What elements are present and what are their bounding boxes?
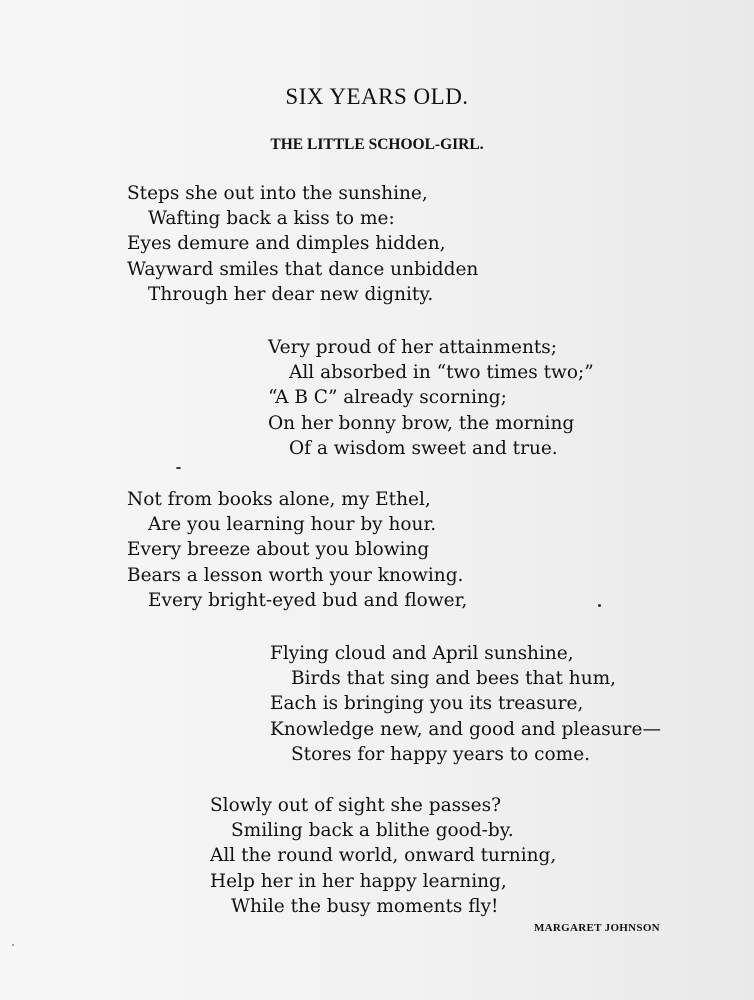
poem-line: Bears a lesson worth your knowing. [127, 564, 464, 586]
ink-speck [598, 604, 601, 607]
ink-speck [12, 944, 14, 946]
poem-line: Very proud of her attainments; [268, 337, 558, 358]
poem-line: Through her dear new dignity. [148, 283, 434, 305]
stanza-5 [210, 793, 556, 919]
poem-line: Slowly out of sight she passes? [210, 795, 501, 816]
poem-line: On her bonny brow, the morning [268, 412, 575, 434]
poem-line: Each is bringing you its treasure, [270, 693, 584, 715]
poem-title: SIX YEARS OLD. [285, 84, 469, 109]
poem-line: All the round world, onward turning, [210, 845, 557, 867]
poem-line: Smiling back a blithe good-by. [231, 820, 514, 842]
poem-line: Flying cloud and April sunshine, [270, 643, 574, 664]
stanza-1 [127, 181, 478, 307]
poem-line: Help her in her happy learning, [210, 870, 507, 892]
author-signature: MARGARET JOHNSON [534, 922, 660, 934]
poem-line: Stores for happy years to come. [291, 743, 591, 765]
poem-line: Knowledge new, and good and pleasure— [270, 718, 661, 740]
poem-line: Wafting back a kiss to me: [148, 208, 395, 230]
stanza-4 [270, 641, 661, 767]
stanza-2 [268, 335, 594, 461]
ink-speck [176, 467, 181, 469]
poem-line: Eyes demure and dimples hidden, [127, 233, 446, 255]
poem-line: “A B C” already scorning; [268, 387, 507, 409]
poem-line: Wayward smiles that dance unbidden [127, 258, 479, 280]
poem-line: Of a wisdom sweet and true. [289, 437, 558, 459]
poem-line: Not from books alone, my Ethel, [127, 489, 431, 510]
poem-line: All absorbed in “two times two;” [289, 362, 594, 384]
poem-line: While the busy moments fly! [231, 895, 499, 917]
poem-line: Steps she out into the sunshine, [127, 183, 428, 204]
poem-line: Every breeze about you blowing [127, 539, 430, 561]
poem-line: Are you learning hour by hour. [148, 514, 437, 536]
poem-line: Every bright-eyed bud and flower, [148, 589, 468, 611]
stanza-3 [127, 487, 467, 613]
poem-line: Birds that sing and bees that hum, [291, 668, 617, 690]
poem-subtitle: THE LITTLE SCHOOL-GIRL. [270, 136, 484, 153]
